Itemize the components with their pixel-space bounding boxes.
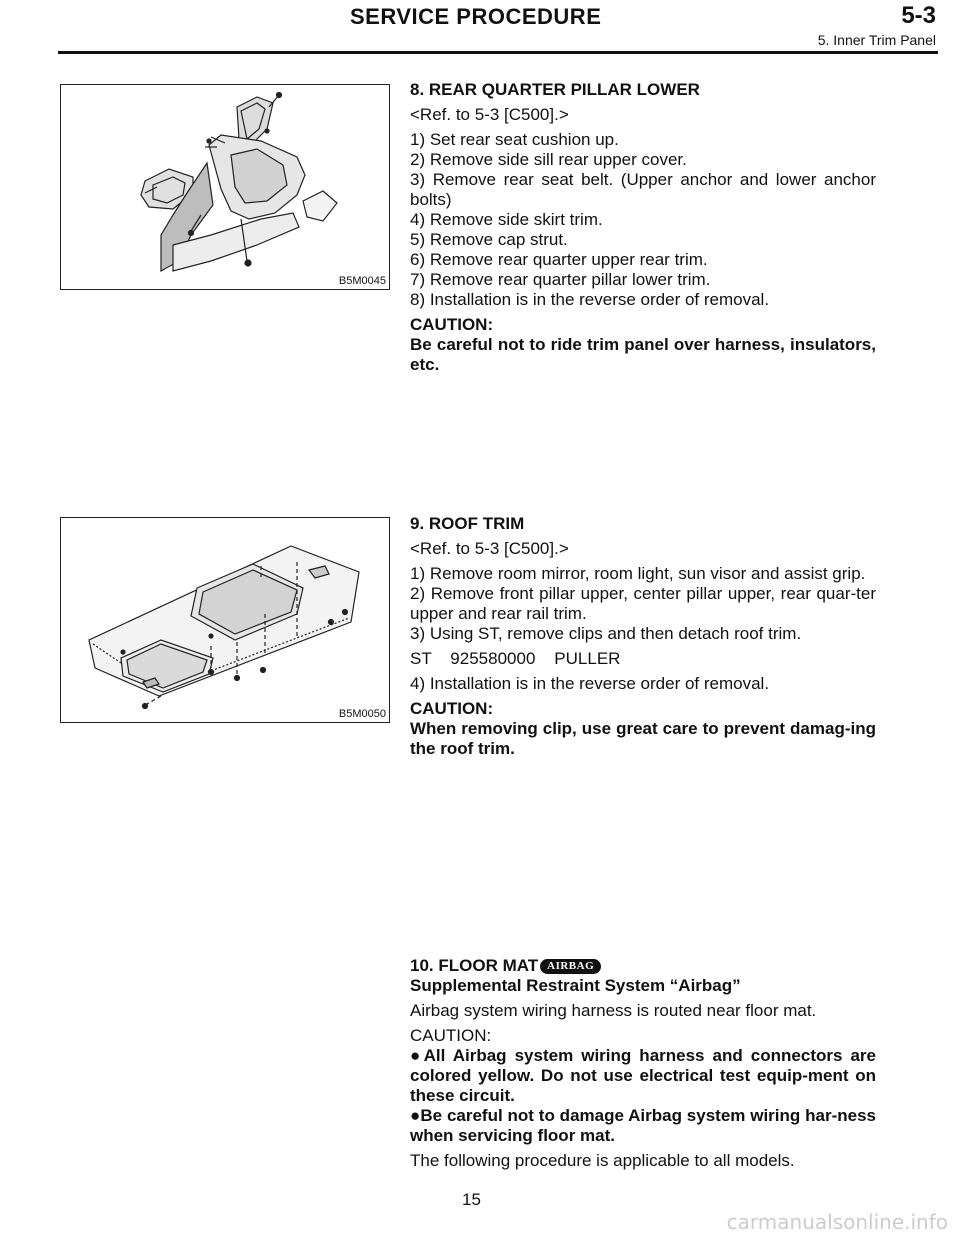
section-8 bbox=[410, 80, 876, 380]
bullet-text: All Airbag system wiring harness and connectors are colored yellow. Do not use electrical test equip-ment on these circuit. bbox=[410, 1046, 876, 1105]
closing-text: The following procedure is applicable to all models. bbox=[410, 1151, 795, 1170]
section-heading: 9. ROOF TRIM bbox=[410, 514, 525, 533]
caution-bullet bbox=[410, 1106, 876, 1146]
header-rule bbox=[58, 51, 938, 54]
section-subheading: Supplemental Restraint System “Airbag” bbox=[410, 976, 741, 995]
section-heading: 8. REAR QUARTER PILLAR LOWER bbox=[410, 80, 700, 99]
special-tool-line: ST 925580000 PULLER bbox=[410, 649, 621, 668]
caution-text: When removing clip, use great care to prevent damag-ing the roof trim. bbox=[410, 719, 876, 758]
caution-label: CAUTION: bbox=[410, 1026, 492, 1045]
watermark: carmanualsonline.info bbox=[726, 1210, 948, 1234]
section-heading: 10. FLOOR MAT bbox=[410, 956, 539, 975]
caution-text: Be careful not to ride trim panel over harness, insulators, etc. bbox=[410, 335, 876, 374]
section-code: 5-3 bbox=[901, 2, 936, 29]
figure-rear-quarter-pillar bbox=[60, 84, 390, 290]
section-reference: <Ref. to 5-3 [C500].> bbox=[410, 539, 569, 558]
bullet-icon: ● bbox=[410, 1046, 424, 1065]
step: 5) Remove cap strut. bbox=[410, 230, 568, 249]
page-number: 15 bbox=[462, 1190, 481, 1209]
page-title: SERVICE PROCEDURE bbox=[350, 4, 602, 29]
step: 3) Remove rear seat belt. (Upper anchor and lower anchor bolts) bbox=[410, 170, 876, 209]
caution-bullet bbox=[410, 1046, 876, 1106]
step: 4) Remove side skirt trim. bbox=[410, 210, 603, 229]
rear-quarter-pillar-illustration bbox=[61, 85, 389, 289]
step: 3) Using ST, remove clips and then detach roof trim. bbox=[410, 624, 802, 643]
caution-label: CAUTION: bbox=[410, 699, 494, 718]
step: 6) Remove rear quarter upper rear trim. bbox=[410, 250, 708, 269]
section-heading-row bbox=[410, 956, 876, 976]
section-intro: Airbag system wiring harness is routed near floor mat. bbox=[410, 1001, 817, 1020]
step: 1) Set rear seat cushion up. bbox=[410, 130, 619, 149]
bullet-icon: ● bbox=[410, 1106, 421, 1125]
section-10 bbox=[410, 956, 876, 1176]
figure-roof-trim bbox=[60, 517, 390, 723]
section-reference: <Ref. to 5-3 [C500].> bbox=[410, 105, 569, 124]
figure-label: B5M0045 bbox=[338, 275, 386, 287]
step: 8) Installation is in the reverse order of removal. bbox=[410, 290, 770, 309]
roof-trim-illustration bbox=[61, 518, 389, 722]
step: 7) Remove rear quarter pillar lower trim. bbox=[410, 270, 711, 289]
step: 4) Installation is in the reverse order of removal. bbox=[410, 674, 770, 693]
airbag-badge: AIRBAG bbox=[540, 959, 601, 974]
caution-label: CAUTION: bbox=[410, 315, 494, 334]
bullet-text: Be careful not to damage Airbag system wiring har-ness when servicing floor mat. bbox=[410, 1106, 876, 1145]
step: 2) Remove side sill rear upper cover. bbox=[410, 150, 687, 169]
figure-label: B5M0050 bbox=[338, 708, 386, 720]
step: 2) Remove front pillar upper, center pillar upper, rear quar-ter upper and rear rail trim. bbox=[410, 584, 876, 623]
section-9 bbox=[410, 514, 876, 764]
step: 1) Remove room mirror, room light, sun visor and assist grip. bbox=[410, 564, 866, 583]
section-subtitle: 5. Inner Trim Panel bbox=[817, 32, 936, 48]
